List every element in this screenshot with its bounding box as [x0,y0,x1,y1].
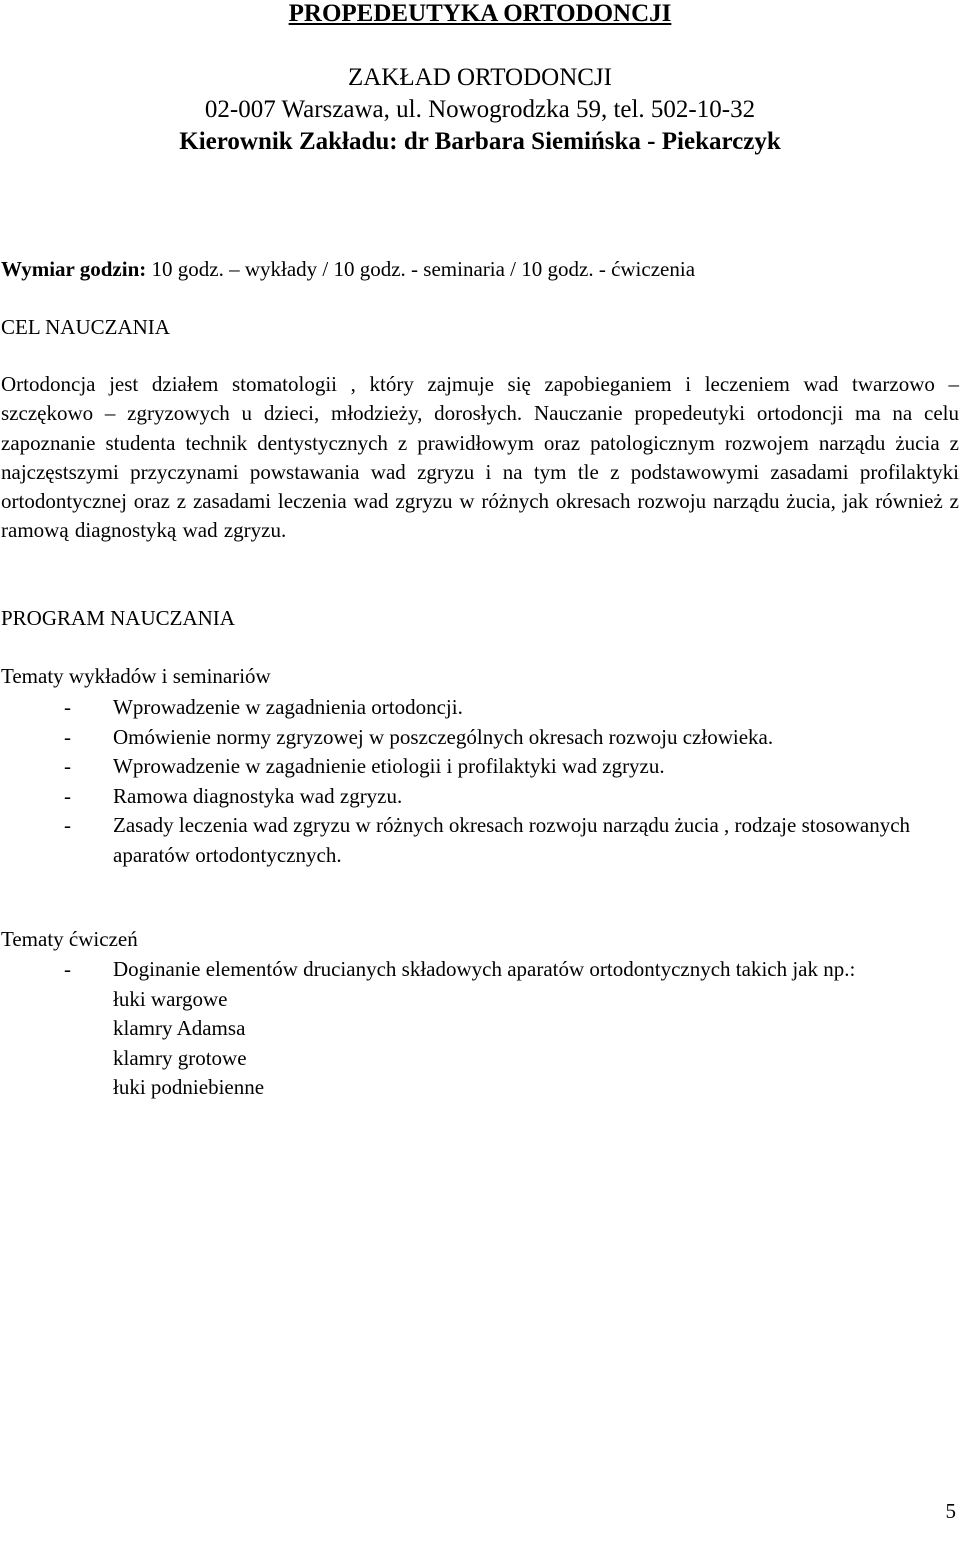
lecture-topic: Omówienie normy zgryzowej w poszczególnych okresach rozwoju człowieka. [113,724,774,749]
program-heading: PROGRAM NAUCZANIA [1,606,235,630]
department-head: Kierownik Zakładu: dr Barbara Siemińska - Piekarczyk [179,128,781,155]
bullet-dash: - [64,695,71,719]
goal-heading: CEL NAUCZANIA [1,315,170,339]
bullet-dash: - [64,724,71,749]
lecture-topic: Ramowa diagnostyka wad zgryzu. [113,783,403,808]
list-item [64,723,944,753]
bullet-dash: - [64,957,71,981]
lectures-heading: Tematy wykładów i seminariów [1,664,271,688]
department-address: 02-007 Warszawa, ul. Nowogrodzka 59, tel. 502-10-32 [204,96,756,123]
list-item [64,782,944,812]
goal-paragraph: Ortodoncja jest działem stomatologii , który zajmuje się zapobieganiem i leczeniem wad twarzowo – szczękowo – zgryzowych u dzieci, młodzieży, dorosłych. Nauczanie propedeutyki ortodoncji ma na celu zapoznanie studenta technik dentystycznych z prawidłowym oraz patologicznym rozwojem narządu żucia z najczęstszymi przyczynami powstawania wad zgryzu i na tym tle z podstawowymi zasadami profilaktyki ortodontycznej oraz z zasadami leczenia wad zgryzu w różnych okresach rozwoju narządu żucia, jak również z ramową diagnostyką wad zgryzu. [1,372,959,543]
exercise-topic: Doginanie elementów drucianych składowych aparatów ortodontycznych takich jak np.: [113,957,856,981]
exercise-examples [113,985,944,1103]
bullet-dash: - [64,754,71,778]
exercises-list [64,955,944,1103]
lecture-topic: Wprowadzenie w zagadnienie etiologii i profilaktyki wad zgryzu. [113,754,665,778]
exercise-example: łuki wargowe [113,986,228,1011]
list-item [64,752,944,782]
lectures-list [64,693,944,870]
hours-label: Wymiar godzin: [1,257,147,281]
list-item [64,811,944,870]
bullet-dash: - [64,813,71,837]
exercise-example: łuki podniebienne [113,1075,265,1099]
bullet-dash: - [64,783,71,808]
list-item [64,693,944,723]
page-number: 5 [945,1499,956,1523]
exercise-example: klamry Adamsa [113,1016,246,1040]
department-name: ZAKŁAD ORTODONCJI [347,64,612,91]
department-header [0,62,960,158]
hours-line [1,255,695,284]
lecture-topic: Wprowadzenie w zagadnienia ortodoncji. [113,695,463,719]
exercises-heading: Tematy ćwiczeń [1,927,138,951]
document-title: PROPEDEUTYKA ORTODONCJI [288,0,672,27]
hours-value: 10 godz. – wykłady / 10 godz. - seminaria / 10 godz. - ćwiczenia [146,257,696,281]
exercise-example: klamry grotowe [113,1045,247,1070]
list-item [64,955,944,1103]
lecture-topic: Zasady leczenia wad zgryzu w różnych okresach rozwoju narządu żucia , rodzaje stosowanych aparatów ortodontycznych. [113,813,911,867]
